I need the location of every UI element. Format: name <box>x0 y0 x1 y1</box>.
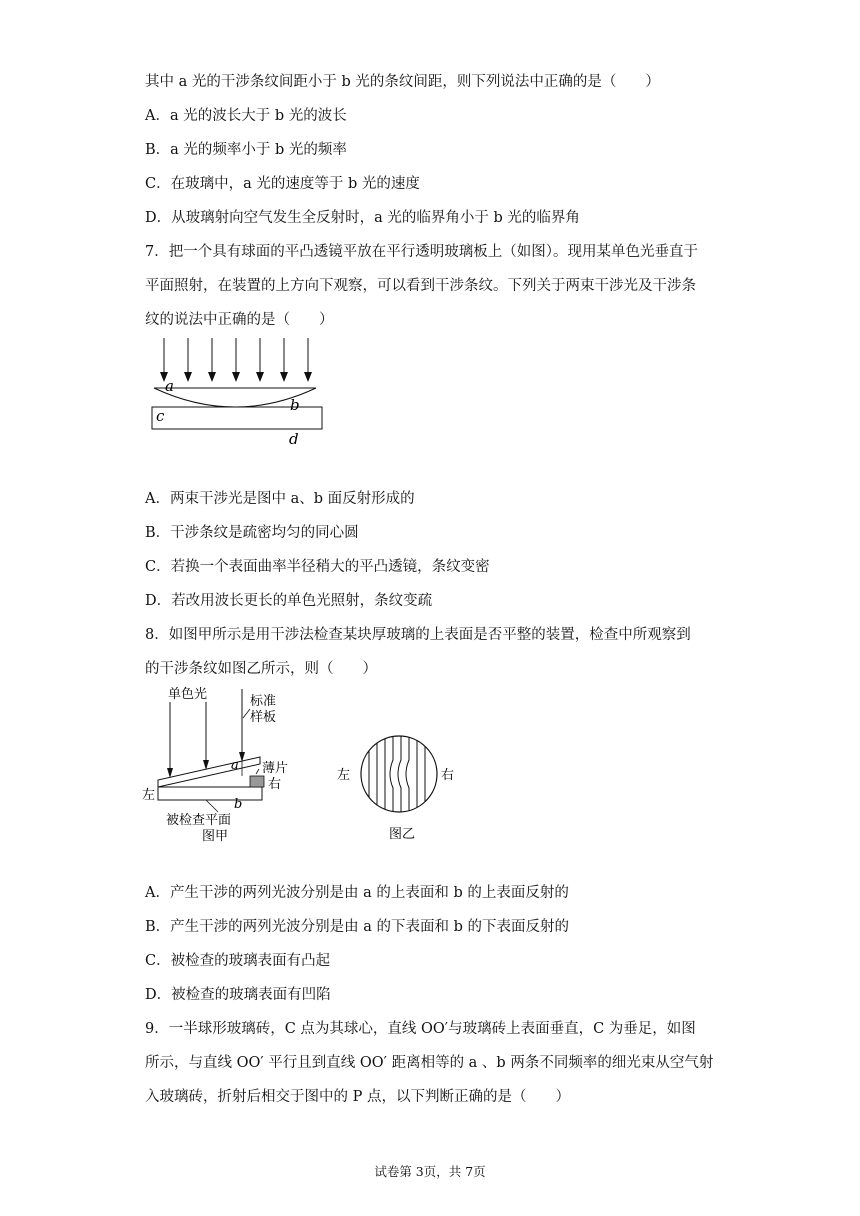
label-monochrome-light: 单色光 <box>168 687 208 702</box>
label-right: 右 <box>268 777 282 792</box>
label-d: d <box>289 430 299 448</box>
label-a: a <box>231 758 239 773</box>
caption-yi: 图乙 <box>389 827 416 842</box>
q9-stem-line2: 所示，与直线 OO′ 平行且到直线 OO′ 距离相等的 a 、b 两条不同频率的细光束从空气射 <box>145 1055 714 1071</box>
label-left: 左 <box>337 768 351 783</box>
page-footer: 试卷第 3页，共 7页 <box>374 1164 486 1179</box>
q6-stem-tail: 其中 a 光的干涉条纹间距小于 b 光的条纹间距，则下列说法中正确的是（ ） <box>145 74 660 90</box>
label-b: b <box>290 396 300 414</box>
q8-option-c: C．被检查的玻璃表面有凸起 <box>145 953 331 969</box>
q8-option-d: D．被检查的玻璃表面有凹陷 <box>145 987 331 1003</box>
q7-option-c: C．若换一个表面曲率半径稍大的平凸透镜，条纹变密 <box>145 559 490 575</box>
q7-stem-line3: 纹的说法中正确的是（ ） <box>145 312 334 328</box>
q7-stem-line1: 7．把一个具有球面的平凸透镜平放在平行透明玻璃板上（如图）。现用某单色光垂直于 <box>145 244 698 260</box>
label-standard-1: 标准 <box>250 694 277 709</box>
label-a: a <box>165 377 174 395</box>
label-c: c <box>156 407 165 425</box>
q8-stem-line1: 8．如图甲所示是用干涉法检查某块厚玻璃的上表面是否平整的装置，检查中所观察到 <box>145 627 691 643</box>
q9-stem-line1: 9．一半球形玻璃砖，C 点为其球心，直线 OO′与玻璃砖上表面垂直，C 为垂足，如图 <box>145 1021 696 1037</box>
caption-jia: 图甲 <box>202 829 229 844</box>
q6-option-a: A．a 光的波长大于 b 光的波长 <box>145 108 347 124</box>
standard-plate <box>158 757 260 787</box>
q7-option-a: A．两束干涉光是图中 a、b 面反射形成的 <box>145 491 415 507</box>
q8-figure-yi <box>335 732 465 844</box>
q7-option-d: D．若改用波长更长的单色光照射，条纹变疏 <box>145 593 433 609</box>
inspected-glass <box>158 787 262 800</box>
label-standard-2: 样板 <box>250 710 277 725</box>
view-circle <box>361 736 437 812</box>
q8-figure-jia <box>140 684 290 844</box>
q8-option-b: B．产生干涉的两列光波分别是由 a 的下表面和 b 的下表面反射的 <box>145 919 570 935</box>
label-thin-sheet: 薄片 <box>262 761 289 776</box>
q8-option-a: A．产生干涉的两列光波分别是由 a 的上表面和 b 的上表面反射的 <box>145 885 569 901</box>
q9-stem-line3: 入玻璃砖，折射后相交于图中的 P 点，以下判断正确的是（ ） <box>145 1089 570 1105</box>
thin-sheet <box>250 776 264 787</box>
label-right: 右 <box>441 768 455 783</box>
q6-option-d: D．从玻璃射向空气发生全反射时，a 光的临界角小于 b 光的临界角 <box>145 210 580 226</box>
q6-option-b: B．a 光的频率小于 b 光的频率 <box>145 142 347 158</box>
label-left: 左 <box>142 788 156 803</box>
label-inspected-plane: 被检查平面 <box>166 813 232 828</box>
q7-lens-figure <box>148 336 333 448</box>
label-b: b <box>234 797 243 812</box>
q6-option-c: C．在玻璃中，a 光的速度等于 b 光的速度 <box>145 176 420 192</box>
q8-stem-line2: 的干涉条纹如图乙所示，则（ ） <box>145 661 377 677</box>
q7-stem-line2: 平面照射，在装置的上方向下观察，可以看到干涉条纹。下列关于两束干涉光及干涉条 <box>145 278 696 294</box>
q7-option-b: B．干涉条纹是疏密均匀的同心圆 <box>145 525 359 541</box>
